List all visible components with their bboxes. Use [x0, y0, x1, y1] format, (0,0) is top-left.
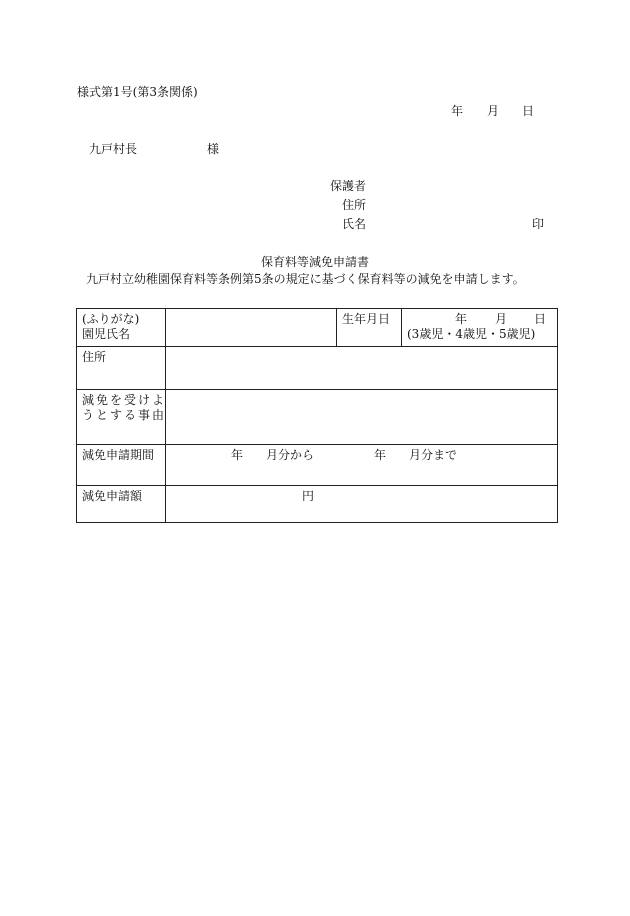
amount-unit: 円 — [302, 489, 315, 503]
birthdate-input-cell[interactable] — [402, 309, 558, 347]
table-row-amount — [77, 486, 558, 523]
addressee-honorific: 様 — [207, 142, 220, 156]
amount-label: 減免申請額 — [82, 489, 143, 503]
application-table — [76, 308, 558, 523]
birthdate-label-cell — [337, 309, 402, 347]
period-input-cell[interactable] — [166, 445, 558, 486]
reason-input-cell[interactable] — [166, 390, 558, 445]
period-from-month: 月分から — [266, 448, 315, 462]
reason-label-line2: うとする事由 — [82, 408, 167, 422]
applicant-role: 保護者 — [330, 179, 367, 193]
amount-input-cell[interactable] — [166, 486, 558, 523]
child-name-label: 園児氏名 — [82, 327, 131, 341]
period-label-cell — [77, 445, 166, 486]
table-row-child-name — [77, 309, 558, 347]
date-year-label: 年 — [451, 104, 464, 118]
period-to-year: 年 — [374, 448, 387, 462]
birth-year-label: 年 — [455, 312, 468, 326]
birth-month-label: 月 — [495, 312, 508, 326]
furigana-label: (ふりがな) — [82, 312, 140, 326]
address-label-cell — [77, 347, 166, 390]
date-day-label: 日 — [522, 104, 535, 118]
table-row-reason — [77, 390, 558, 445]
applicant-address-label: 住所 — [342, 198, 367, 212]
form-number: 様式第1号(第3条関係) — [77, 85, 198, 99]
intro-text: 九戸村立幼稚園保育料等条例第5条の規定に基づく保育料等の減免を申請します。 — [86, 272, 525, 286]
document-title: 保育料等減免申請書 — [260, 255, 369, 269]
child-name-input-cell[interactable] — [166, 309, 337, 347]
reason-label-line1: 減免を受けよ — [82, 393, 167, 407]
date-month-label: 月 — [487, 104, 500, 118]
addressee-name: 九戸村長 — [89, 142, 138, 156]
reason-label-cell — [77, 390, 166, 445]
birth-day-label: 日 — [534, 312, 547, 326]
period-from-year: 年 — [231, 448, 244, 462]
birthdate-label: 生年月日 — [342, 312, 391, 326]
address-input-cell[interactable] — [166, 347, 558, 390]
table-row-address — [77, 347, 558, 390]
seal-mark: 印 — [532, 217, 545, 231]
period-to-month: 月分まで — [409, 448, 458, 462]
address-label: 住所 — [82, 350, 107, 364]
age-note: (3歳児・4歳児・5歳児) — [407, 327, 536, 341]
table-row-period — [77, 445, 558, 486]
child-name-label-cell — [77, 309, 166, 347]
period-label: 減免申請期間 — [82, 448, 155, 462]
amount-label-cell — [77, 486, 166, 523]
applicant-name-label: 氏名 — [342, 217, 367, 231]
